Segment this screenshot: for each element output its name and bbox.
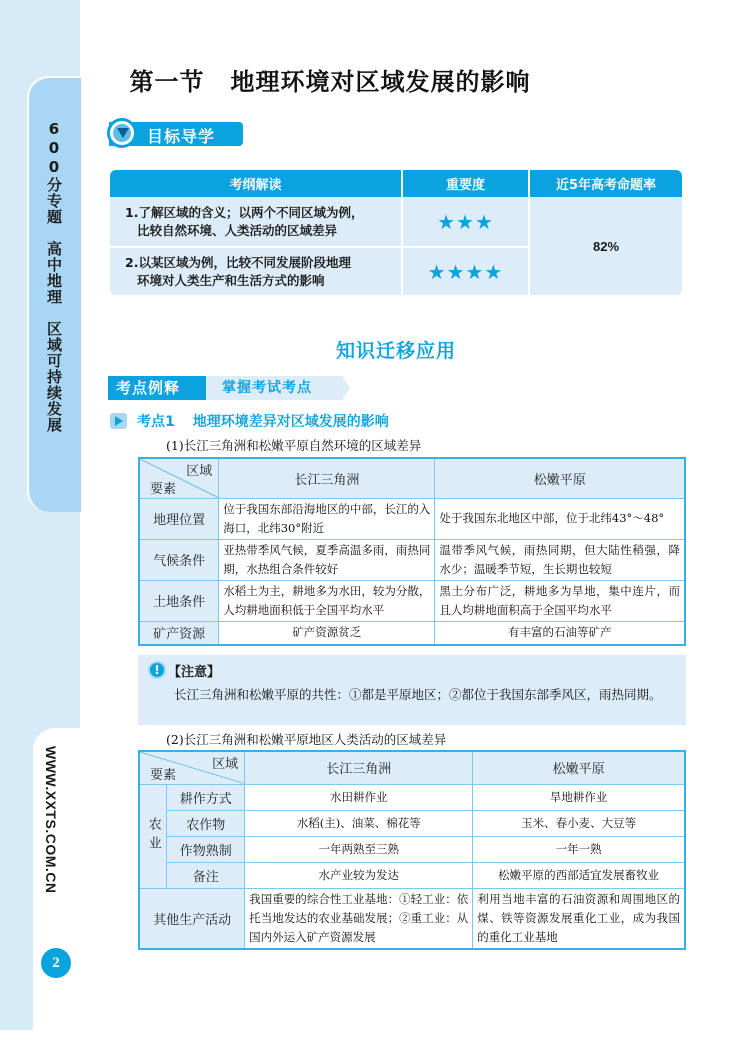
row-label: 其他生产活动 [139, 888, 245, 949]
natural-env-table [138, 457, 686, 646]
table-row [139, 836, 685, 862]
cell-songnen: 松嫩平原的西部适宜发展畜牧业 [473, 862, 685, 888]
cell-yangtze: 矿产资源贫乏 [219, 621, 435, 645]
human-activity-table [138, 750, 686, 950]
row-label: 耕作方式 [167, 784, 245, 810]
col-header-yangtze: 长江三角洲 [245, 751, 473, 784]
table-row [139, 539, 685, 580]
header-syllabus: 考纲解读 [229, 178, 282, 193]
row-label: 作物熟制 [167, 836, 245, 862]
row-label: 农作物 [167, 810, 245, 836]
cell-songnen: 利用当地丰富的石油资源和周围地区的煤、铁等资源发展重化工业，成为我国的重化工业基地 [473, 888, 685, 949]
goal-table [110, 170, 682, 295]
kaodian-heading [110, 412, 389, 430]
goal-text: 1.了解区域的含义；以两个不同区域为例， [125, 204, 364, 220]
cell-yangtze: 水产业较为发达 [245, 862, 473, 888]
table-row [139, 498, 685, 539]
header-importance: 重要度 [401, 170, 528, 197]
table-row [139, 784, 685, 810]
goal-text: 环境对人类生产和生活方式的影响 [137, 272, 325, 288]
cell-yangtze: 我国重要的综合性工业基地：①轻工业：依托当地发达的农业基础发展；②重工业：从国内外运入矿产资源发展 [245, 888, 473, 949]
section-title: 知识迁移应用 [335, 340, 456, 362]
importance-stars: ★★★ [401, 197, 528, 246]
table-header-row [139, 458, 685, 498]
table-row [139, 621, 685, 645]
exclamation-circle-icon: ! [148, 661, 166, 679]
note-body: 长江三角洲和松嫩平原的共性：①都是平原地区；②都位于我国东部季风区，雨热同期。 [174, 687, 662, 702]
cell-yangtze: 位于我国东部沿海地区的中部，长江的入海口，北纬30°附近 [219, 498, 435, 539]
col-header-songnen: 松嫩平原 [473, 751, 685, 784]
table-header-row [139, 751, 685, 784]
goal-row [110, 197, 528, 246]
exam-rate: 82% [528, 197, 682, 295]
table-row [139, 862, 685, 888]
table-row [139, 580, 685, 621]
note-box [138, 655, 686, 725]
goal-row [110, 246, 528, 295]
importance-stars: ★★★★ [401, 248, 528, 295]
cell-songnen: 有丰富的石油等矿产 [435, 621, 685, 645]
cell-yangtze: 水田耕作业 [245, 784, 473, 810]
chapter-title [110, 62, 550, 97]
row-label: 矿产资源 [139, 621, 219, 645]
chapter-section: 第一节 [129, 67, 205, 96]
kaodian-number: 考点1 [137, 414, 175, 430]
row-label: 地理位置 [139, 498, 219, 539]
cell-yangtze: 一年两熟至三熟 [245, 836, 473, 862]
goal-badge [109, 122, 243, 146]
cell-songnen: 黑土分布广泛，耕地多为旱地，集中连片，而且人均耕地面积高于全国平均水平 [435, 580, 685, 621]
table-row [139, 888, 685, 949]
goal-badge-label: 目标导学 [147, 127, 216, 146]
website-url: WWW.XXTS.COM.CN [43, 746, 59, 894]
goal-text: 比较自然环境、人类活动的区域差异 [137, 222, 338, 238]
cell-yangtze: 水稻(主)、油菜、棉花等 [245, 810, 473, 836]
subheading-1: (1)长江三角洲和松嫩平原自然环境的区域差异 [166, 438, 422, 453]
play-icon [110, 413, 127, 429]
corner-header [139, 751, 245, 784]
kaodian-title: 地理环境差异对区域发展的影响 [192, 414, 389, 430]
cell-songnen: 一年一熟 [473, 836, 685, 862]
series-label: 600分专题 高中地理 区域可持续发展 [45, 120, 63, 433]
table-row [139, 810, 685, 836]
corner-top: 区域 [212, 757, 239, 772]
row-label: 备注 [167, 862, 245, 888]
chapter-heading: 地理环境对区域发展的影响 [230, 67, 531, 96]
cell-songnen: 温带季风气候，雨热同期，但大陆性稍强，降水少；温暖季节短，生长期也较短 [435, 539, 685, 580]
header-rate: 近5年高考命题率 [528, 170, 682, 197]
corner-bottom: 要素 [150, 767, 177, 783]
kaodian-main-label: 考点例释 [108, 376, 206, 400]
cell-songnen: 旱地耕作业 [473, 784, 685, 810]
note-title: 【注意】 [168, 665, 221, 680]
subheading-2: (2)长江三角洲和松嫩平原地区人类活动的区域差异 [166, 732, 447, 747]
col-header-songnen: 松嫩平原 [435, 458, 685, 498]
corner-header [139, 458, 219, 498]
corner-bottom: 要素 [150, 481, 177, 497]
row-label: 气候条件 [139, 539, 219, 580]
page-number: 2 [41, 948, 71, 978]
cell-songnen: 处于我国东北地区中部，位于北纬43°～48° [435, 498, 685, 539]
cell-yangtze: 亚热带季风气候，夏季高温多雨，雨热同期，水热组合条件较好 [219, 539, 435, 580]
kaodian-sub-label: 掌握考试考点 [206, 376, 342, 400]
group-label-agriculture: 农业 [139, 784, 167, 888]
goal-text: 2.以某区域为例，比较不同发展阶段地理 [125, 254, 351, 270]
down-triangle-icon [117, 128, 129, 138]
corner-top: 区域 [186, 464, 213, 479]
row-label: 土地条件 [139, 580, 219, 621]
goal-table-header [110, 170, 682, 197]
cell-yangtze: 水稻土为主，耕地多为水田，较为分散，人均耕地面积低于全国平均水平 [219, 580, 435, 621]
cell-songnen: 玉米、春小麦、大豆等 [473, 810, 685, 836]
col-header-yangtze: 长江三角洲 [219, 458, 435, 498]
